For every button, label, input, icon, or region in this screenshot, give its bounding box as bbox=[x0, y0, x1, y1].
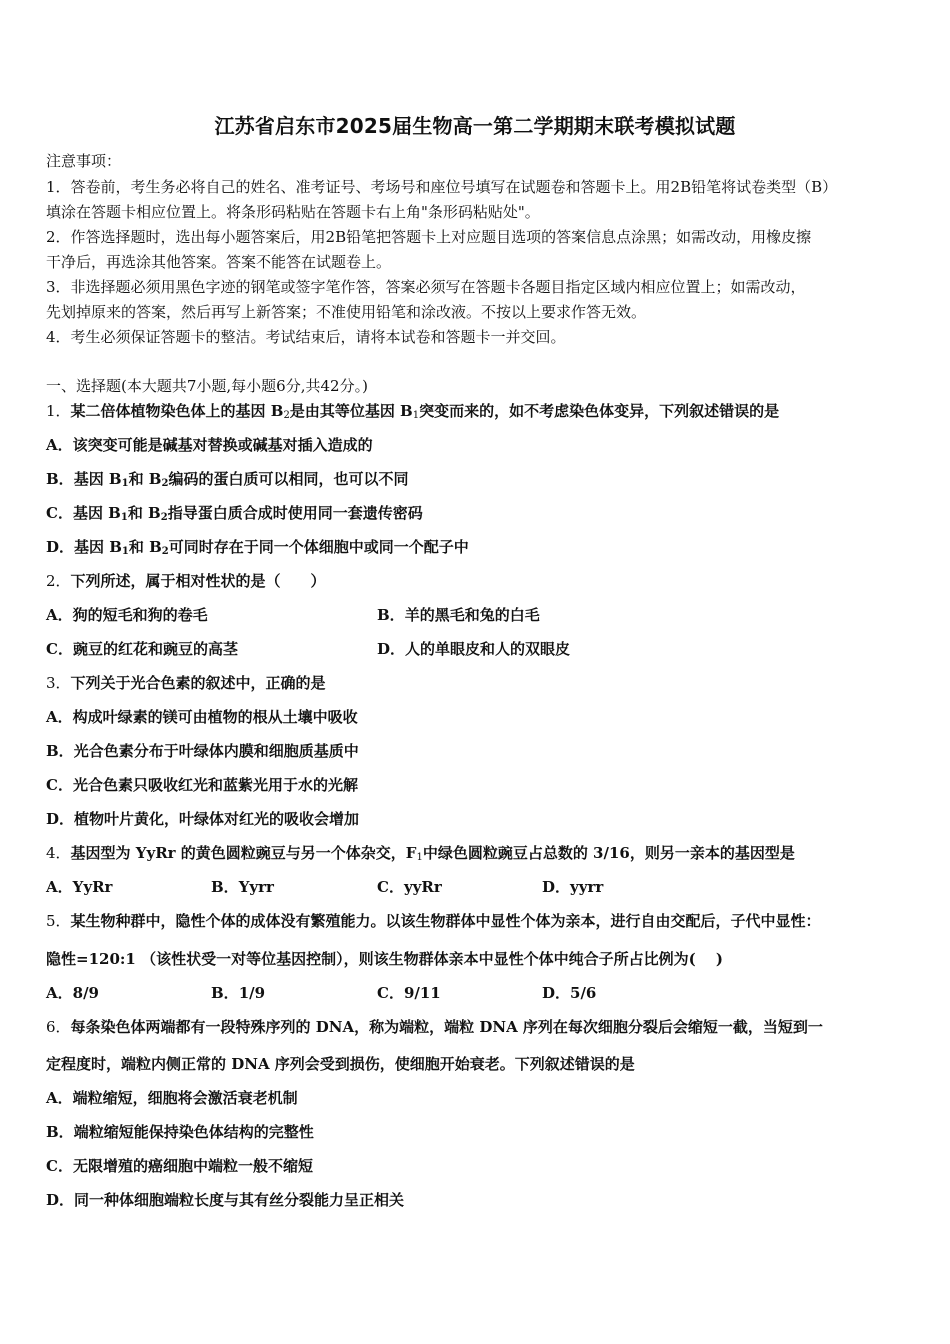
option-label: D． bbox=[377, 640, 406, 658]
subscript: 1 bbox=[412, 410, 420, 421]
option-label: A． bbox=[46, 436, 73, 454]
option-a bbox=[46, 605, 208, 625]
option-label: B． bbox=[211, 878, 239, 896]
option-c bbox=[46, 775, 358, 795]
option-label: C． bbox=[377, 984, 404, 1002]
option-text: 狗的短毛和狗的卷毛 bbox=[72, 606, 208, 624]
question-text: 每条染色体两端都有一段特殊序列的 DNA，称为端粒，端粒 DNA 序列在每次细胞分裂后会缩短一截，当短到一 bbox=[70, 1018, 823, 1036]
option-label: D． bbox=[46, 810, 75, 828]
option-text: 羊的黑毛和兔的白毛 bbox=[404, 606, 540, 624]
option-text: 光合色素分布于叶绿体内膜和细胞质基质中 bbox=[73, 742, 359, 760]
question-4 bbox=[46, 843, 795, 863]
option-label: B． bbox=[211, 984, 239, 1002]
option-b bbox=[46, 1122, 314, 1142]
option-label: C． bbox=[46, 776, 73, 794]
option-c bbox=[377, 877, 442, 897]
option-text: yyRr bbox=[403, 878, 442, 896]
option-text: 指导蛋白质合成时使用同一套遗传密码 bbox=[167, 504, 423, 522]
option-b bbox=[211, 983, 265, 1003]
question-number: 6． bbox=[46, 1018, 71, 1036]
notice-heading: 注意事项： bbox=[46, 152, 122, 170]
question-3 bbox=[46, 673, 326, 693]
option-text: 基因 B bbox=[72, 504, 121, 522]
option-label: D． bbox=[46, 538, 75, 556]
option-text: 无限增殖的癌细胞中端粒一般不缩短 bbox=[72, 1157, 313, 1175]
option-label: C． bbox=[46, 504, 73, 522]
option-label: D． bbox=[542, 984, 571, 1002]
option-c bbox=[46, 639, 238, 659]
question-number: 1． bbox=[46, 402, 71, 420]
option-a bbox=[46, 877, 112, 897]
option-text: 和 B bbox=[128, 470, 162, 488]
question-text: 是由其等位基因 B bbox=[289, 402, 413, 420]
option-label: D． bbox=[542, 878, 571, 896]
option-text: yyrr bbox=[570, 878, 604, 896]
option-d bbox=[46, 1190, 404, 1210]
question-text: 某二倍体植物染色体上的基因 B bbox=[70, 402, 284, 420]
section-heading: 一、选择题(本大题共7小题,每小题6分,共42分。) bbox=[46, 377, 368, 395]
option-text: 8/9 bbox=[72, 984, 99, 1002]
question-5 bbox=[46, 911, 821, 931]
option-b bbox=[377, 605, 540, 625]
question-number: 2． bbox=[46, 572, 71, 590]
option-d bbox=[377, 639, 570, 659]
option-text: 端粒缩短，细胞将会激活衰老机制 bbox=[72, 1089, 298, 1107]
option-label: A． bbox=[46, 708, 73, 726]
question-text: 突变而来的，如不考虑染色体变异，下列叙述错误的是 bbox=[419, 402, 780, 420]
subscript: 2 bbox=[160, 512, 168, 523]
question-text: 下列关于光合色素的叙述中，正确的是 bbox=[70, 674, 326, 692]
option-text: 该突变可能是碱基对替换或碱基对插入造成的 bbox=[72, 436, 373, 454]
subscript: 1 bbox=[416, 852, 423, 863]
subscript: 1 bbox=[120, 512, 128, 523]
option-text: 1/9 bbox=[238, 984, 266, 1002]
question-number: 5． bbox=[46, 912, 71, 930]
option-text: 光合色素只吸收红光和蓝紫光用于水的光解 bbox=[72, 776, 358, 794]
notice-line: 先划掉原来的答案，然后再写上新答案；不准使用铅笔和涂改液。不按以上要求作答无效。 bbox=[46, 303, 647, 321]
notice-line: 2．作答选择题时，选出每小题答案后，用2B铅笔把答题卡上对应题目选项的答案信息点涂黑；如需改动，用橡皮擦 bbox=[46, 228, 812, 246]
option-label: B． bbox=[46, 742, 74, 760]
option-b bbox=[46, 469, 408, 489]
question-text: 某生物种群中，隐性个体的成体没有繁殖能力。以该生物群体中显性个体为亲本，进行自由交配后，子代中显性： bbox=[70, 912, 821, 930]
subscript: 2 bbox=[283, 410, 290, 421]
option-text: 编码的蛋白质可以相同，也可以不同 bbox=[168, 470, 409, 488]
option-text: 可同时存在于同一个体细胞中或同一个配子中 bbox=[168, 538, 469, 556]
question-text: 定程度时，端粒内侧正常的 DNA 序列会受到损伤，使细胞开始衰老。下列叙述错误的是 bbox=[46, 1055, 635, 1073]
option-text: YyRr bbox=[72, 878, 113, 896]
option-text: 豌豆的红花和豌豆的高茎 bbox=[72, 640, 238, 658]
option-d bbox=[542, 877, 603, 897]
option-label: D． bbox=[46, 1191, 75, 1209]
option-c bbox=[46, 503, 423, 523]
question-text: 中绿色圆粒豌豆占总数的 3/16，则另一亲本的基因型是 bbox=[422, 844, 795, 862]
option-label: C． bbox=[46, 1157, 73, 1175]
question-text: 下列所述，属于相对性状的是（ ） bbox=[70, 572, 326, 590]
subscript: 2 bbox=[161, 546, 169, 557]
notice-line: 填涂在答题卡相应位置上。将条形码粘贴在答题卡右上角"条形码粘贴处"。 bbox=[46, 203, 540, 221]
option-a bbox=[46, 1088, 298, 1108]
option-label: A． bbox=[46, 606, 73, 624]
option-label: A． bbox=[46, 984, 73, 1002]
question-6 bbox=[46, 1017, 823, 1037]
option-label: B． bbox=[377, 606, 405, 624]
subscript: 2 bbox=[161, 478, 169, 489]
subscript: 1 bbox=[121, 546, 129, 557]
question-text: 基因型为 YyRr 的黄色圆粒豌豆与另一个体杂交，F bbox=[70, 844, 417, 862]
question-1 bbox=[46, 401, 779, 421]
option-text: 人的单眼皮和人的双眼皮 bbox=[405, 640, 571, 658]
option-a bbox=[46, 707, 358, 727]
option-label: B． bbox=[46, 470, 74, 488]
option-a bbox=[46, 435, 373, 455]
option-b bbox=[211, 877, 274, 897]
option-text: 基因 B bbox=[73, 470, 122, 488]
question-number: 3． bbox=[46, 674, 71, 692]
option-text: 5/6 bbox=[570, 984, 597, 1002]
option-c bbox=[377, 983, 441, 1003]
option-d bbox=[46, 537, 469, 557]
option-label: A． bbox=[46, 1089, 73, 1107]
notice-line: 4．考生必须保证答题卡的整洁。考试结束后，请将本试卷和答题卡一并交回。 bbox=[46, 328, 566, 346]
question-2 bbox=[46, 571, 326, 591]
option-text: 基因 B bbox=[74, 538, 122, 556]
option-text: 和 B bbox=[128, 538, 162, 556]
option-a bbox=[46, 983, 99, 1003]
option-c bbox=[46, 1156, 313, 1176]
option-text: 9/11 bbox=[403, 984, 441, 1002]
option-b bbox=[46, 741, 359, 761]
option-text: 端粒缩短能保持染色体结构的完整性 bbox=[73, 1123, 314, 1141]
option-label: B． bbox=[46, 1123, 74, 1141]
option-text: 构成叶绿素的镁可由植物的根从土壤中吸收 bbox=[72, 708, 358, 726]
option-text: 同一种体细胞端粒长度与其有丝分裂能力呈正相关 bbox=[74, 1191, 405, 1209]
question-number: 4． bbox=[46, 844, 71, 862]
page-title: 江苏省启东市2025届生物高一第二学期期末联考模拟试题 bbox=[214, 114, 736, 138]
subscript: 1 bbox=[121, 478, 129, 489]
option-d bbox=[46, 809, 359, 829]
option-text: Yyrr bbox=[238, 878, 274, 896]
notice-line: 3．非选择题必须用黑色字迹的钢笔或签字笔作答，答案必须写在答题卡各题目指定区域内相应位置上；如需改动， bbox=[46, 278, 806, 296]
notice-line: 干净后，再选涂其他答案。答案不能答在试题卷上。 bbox=[46, 253, 392, 271]
option-d bbox=[542, 983, 596, 1003]
notice-line: 1．答卷前，考生务必将自己的姓名、准考证号、考场号和座位号填写在试题卷和答题卡上。用2B铅笔将试卷类型（B） bbox=[46, 178, 838, 196]
option-label: C． bbox=[377, 878, 404, 896]
option-label: A． bbox=[46, 878, 73, 896]
option-text: 和 B bbox=[127, 504, 161, 522]
question-text: 隐性=120:1 （该性状受一对等位基因控制），则该生物群体亲本中显性个体中纯合子所占比例为( ) bbox=[46, 950, 723, 968]
option-label: C． bbox=[46, 640, 73, 658]
option-text: 植物叶片黄化，叶绿体对红光的吸收会增加 bbox=[74, 810, 360, 828]
